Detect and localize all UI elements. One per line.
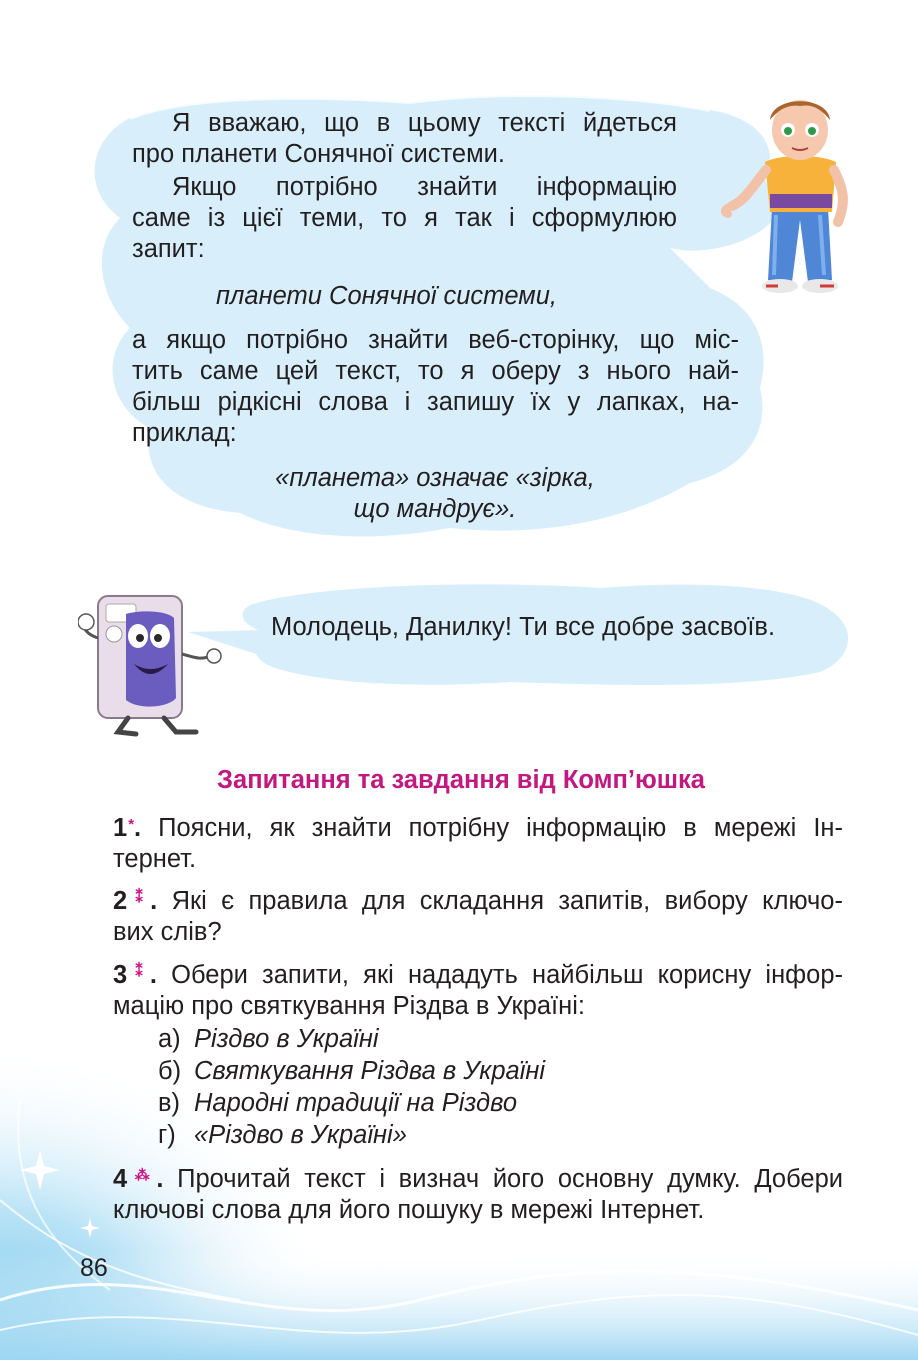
bubble1-query2-line2: що мандрує».	[353, 495, 517, 523]
option-c-label: в)	[158, 1089, 181, 1117]
bubble1-line4: саме із цієї теми, то я так і сформулюю	[132, 204, 677, 232]
bubble1-line1: Я вважаю, що в цьому тексті йдеться	[172, 109, 677, 137]
bubble1-line5: запит:	[132, 235, 205, 263]
bubble1-line3: Якщо потрібно знайти інформацію	[172, 173, 677, 201]
bubble1-query2-line1: «планета» означає «зірка,	[275, 464, 595, 492]
question-1-line2: тернет.	[113, 845, 197, 873]
bubble1-line8: більш рідкісні слова і запишу їх у лапках, на-	[132, 388, 739, 416]
star-icon: *	[128, 816, 135, 833]
option-d-label: г)	[158, 1121, 176, 1149]
option-c-text: Народні традиції на Різдво	[194, 1089, 517, 1117]
option-d-text: «Різдво в Україні»	[194, 1121, 407, 1149]
question-2-text: Які є правила для складання запитів, вибору ключо-	[171, 887, 843, 915]
question-3-line2: мацію про святкування Різдва в Україні:	[113, 992, 585, 1020]
question-1-text: Поясни, як знайти потрібну інформацію в мережі Ін-	[158, 814, 843, 842]
bubble1-line6: а якщо потрібно знайти веб-сторінку, що міс-	[132, 326, 739, 354]
question-4-line2: ключові слова для його пошуку в мережі Інтернет.	[113, 1196, 705, 1224]
question-2-number: 2	[113, 887, 128, 915]
question-4-line1: 4⁂. Прочитай текст і визнач його основну думку. Добери	[113, 1165, 843, 1193]
option-a	[158, 1024, 379, 1055]
question-2-line1: 2⁑. Які є правила для складання запитів, вибору ключо-	[113, 887, 843, 915]
star-icon: ⁑	[128, 889, 151, 906]
option-d	[158, 1120, 407, 1151]
option-c	[158, 1088, 517, 1119]
option-b-label: б)	[158, 1057, 182, 1085]
question-3-text: Обери запити, які нададуть найбільш корисну інфор-	[171, 961, 843, 989]
bubble1-line7: тить саме цей текст, то я оберу з нього най-	[132, 357, 739, 385]
question-3-line1: 3⁑. Обери запити, які нададуть найбільш корисну інфор-	[113, 961, 843, 989]
star-icon: ⁂	[128, 1167, 157, 1184]
option-b-text: Святкування Різдва в Україні	[194, 1057, 546, 1085]
question-1-number: 1	[113, 814, 128, 842]
page-number: 86	[80, 1254, 108, 1282]
option-a-text: Різдво в Україні	[194, 1025, 379, 1053]
option-a-label: а)	[158, 1025, 181, 1053]
question-4-number: 4	[113, 1165, 128, 1193]
question-2-line2: вих слів?	[113, 918, 222, 946]
bubble1-line9: приклад:	[132, 419, 237, 447]
computer-character-illustration	[78, 588, 228, 738]
question-1-line1: 1*. Поясни, як знайти потрібну інформацію в мережі Ін-	[113, 814, 843, 842]
bubble1-line2: про планети Сонячної системи.	[132, 140, 505, 168]
bubble2-text: Молодець, Данилку! Ти все добре засвоїв.	[271, 613, 776, 641]
boy-character-illustration	[720, 90, 880, 300]
question-3-number: 3	[113, 961, 128, 989]
star-icon: ⁑	[128, 963, 150, 980]
bubble1-query1: планети Сонячної системи,	[216, 282, 558, 310]
option-b	[158, 1056, 545, 1087]
section-heading: Запитання та завдання від Комп’юшка	[217, 766, 705, 794]
question-4-text: Прочитай текст і визнач його основну думку. Добери	[177, 1165, 843, 1193]
